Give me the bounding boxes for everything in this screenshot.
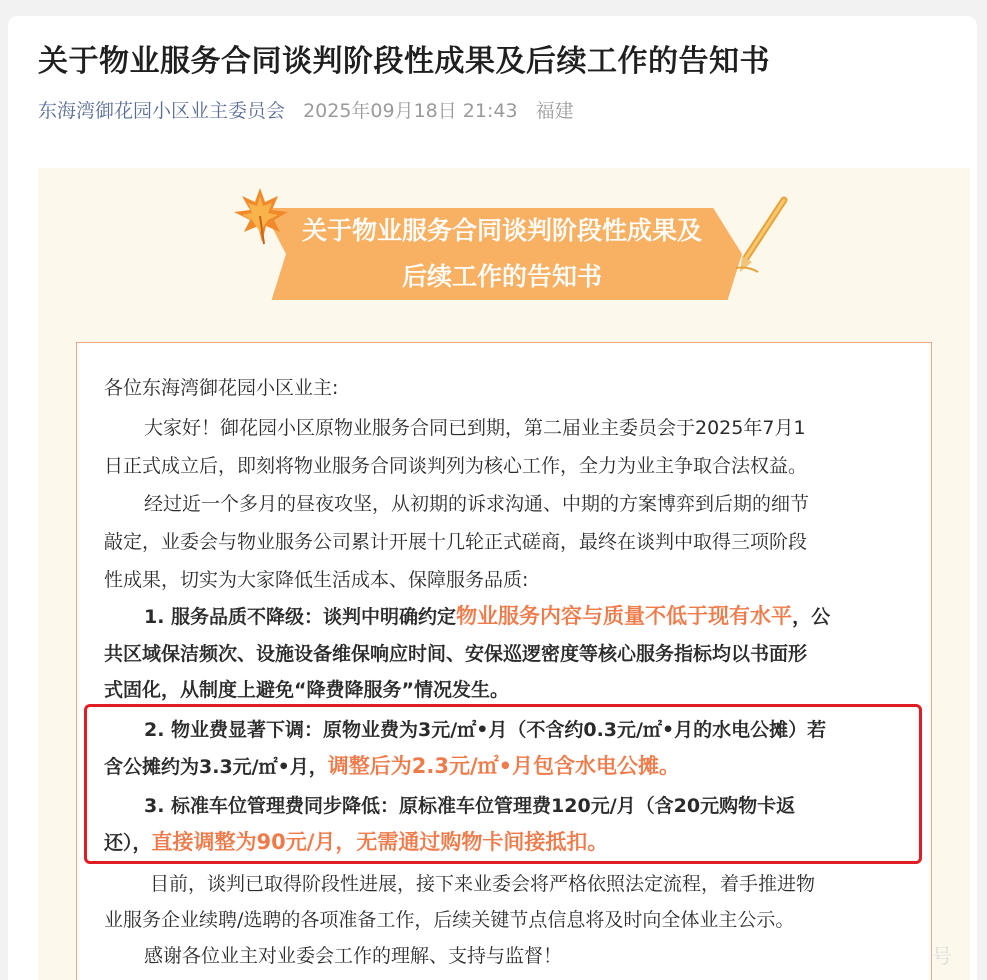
item2-line1: 2. 物业费显著下调：原物业费为3元/㎡•月（不含约0.3元/㎡•月的水电公摊）若 [144, 719, 827, 741]
banner-line-2: 后续工作的告知书 [401, 262, 602, 291]
item1-line3: 式固化，从制度上避免“降费降服务”情况发生。 [104, 679, 509, 701]
item1-line1 [144, 598, 830, 635]
article-meta [38, 96, 574, 123]
para1-line2: 日正式成立后，即刻将物业服务合同谈判列为核心工作，全力为业主争取合法权益。 [104, 455, 808, 477]
publish-region: 福建 [535, 100, 574, 122]
pen-icon [728, 196, 792, 276]
item1-highlight: 物业服务内容与质量不低于现有水平 [456, 604, 793, 628]
para2-line2: 敲定，业委会与物业服务公司累计开展十几轮正式磋商，最终在谈判中取得三项阶段 [104, 531, 808, 553]
para1-line1: 大家好！御花园小区原物业服务合同已到期，第二届业主委员会于2025年7月1 [144, 417, 806, 439]
banner-title [262, 208, 742, 300]
item2-line2-text: 含公摊约为3.3元/㎡•月， [104, 756, 328, 778]
publish-time: 2025年09月18日 21:43 [303, 100, 518, 122]
para2-line1: 经过近一个多月的昼夜攻坚，从初期的诉求沟通、中期的方案博弈到后期的细节 [144, 493, 810, 515]
para4: 感谢各位业主对业委会工作的理解、支持与监督！ [144, 945, 563, 967]
item3-line2-text: 还）， [104, 832, 152, 854]
banner-line-1: 关于物业服务合同谈判阶段性成果及 [301, 216, 702, 245]
para3-line2: 业服务企业续聘/选聘的各项准备工作，后续关键节点信息将及时向全体业主公示。 [104, 909, 795, 931]
salutation: 各位东海湾御花园小区业主: [104, 377, 339, 399]
maple-leaf-icon [230, 186, 290, 246]
item2-highlight: 调整后为2.3元/㎡•月包含水电公摊。 [327, 754, 681, 778]
author-link[interactable]: 东海湾御花园小区业主委员会 [38, 100, 286, 122]
article-title: 关于物业服务合同谈判阶段性成果及后续工作的告知书 [38, 44, 770, 79]
item1-line2: 共区域保洁频次、设施设备维保响应时间、安保巡逻密度等核心服务指标均以书面形 [104, 643, 808, 665]
item3-line1: 3. 标准车位管理费同步降低：原标准车位管理费120元/月（含20元购物卡返 [144, 795, 796, 817]
item1-line1-tail: ，公 [792, 606, 831, 628]
item1-heading: 1. 服务品质不降级：谈判中明确约定 [144, 606, 457, 628]
para3-line1: 目前，谈判已取得阶段性进展，接下来业委会将严格依照法定流程，着手推进物 [150, 873, 816, 895]
watermark: 号 [932, 944, 952, 968]
highlight-box [84, 704, 922, 864]
item3-highlight: 直接调整为90元/月，无需通过购物卡间接抵扣。 [151, 830, 609, 854]
para2-line3: 性成果，切实为大家降低生活成本、保障服务品质: [104, 569, 529, 591]
